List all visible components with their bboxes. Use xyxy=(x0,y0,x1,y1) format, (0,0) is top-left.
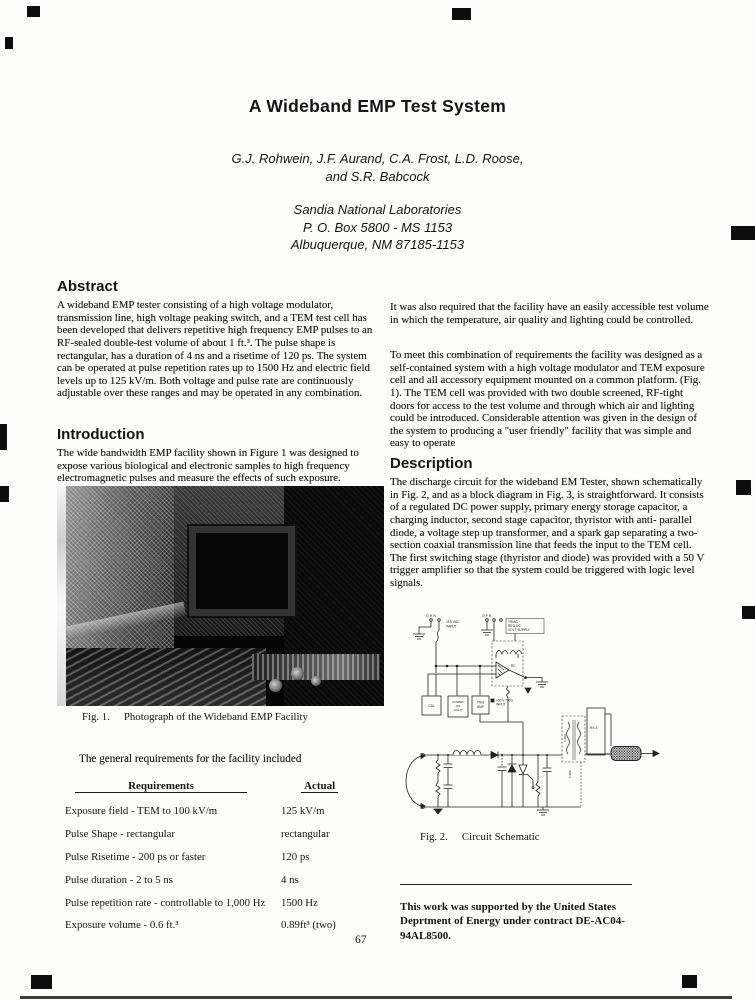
affiliation-line-1: Sandia National Laboratories xyxy=(293,202,462,217)
page-title: A Wideband EMP Test System xyxy=(248,96,507,116)
actual-cell: 125 kV/m xyxy=(281,805,325,817)
scan-artifact xyxy=(742,606,755,619)
schematic-supply-label-3: VOLT SUPPLY xyxy=(508,628,530,632)
scan-artifact xyxy=(5,37,13,49)
schematic-terminals-top-label: O F B xyxy=(482,614,492,618)
schematic-power-label-2: ON xyxy=(455,704,461,708)
actual-cell: 120 ps xyxy=(281,851,310,863)
schematic-vac-input-label: INPUT xyxy=(446,624,457,629)
actual-cell: 0.89ft³ (two) xyxy=(281,919,336,931)
requirements-table xyxy=(57,750,387,940)
schematic-supply-label-1: TRIAC xyxy=(508,620,518,624)
photo-knob xyxy=(291,667,304,680)
figure1-label: Fig. 1. xyxy=(82,711,110,723)
scan-artifact xyxy=(682,975,697,988)
requirement-cell: Pulse Risetime - 200 ps or faster xyxy=(65,851,206,863)
schematic-trig-input-label-1: +50 V TRIG xyxy=(496,698,513,703)
authors-line-1: G.J. Rohwein, J.F. Aurand, C.A. Frost, L.D. Roose, xyxy=(231,151,524,166)
introduction-body: The wide bandwidth EMP facility shown in Figure 1 was designed to expose various biological and electronic samples to high frequency electromagnetic pulses and measure the effects of such exposure. xyxy=(57,447,359,485)
affiliation-line-2: P. O. Box 5800 - MS 1153 xyxy=(302,219,453,235)
schematic-cal-label: CAL xyxy=(428,704,435,708)
requirement-cell: Exposure field - TEM to 100 kV/m xyxy=(65,805,218,817)
description-body: The discharge circuit for the wideband EM Tester, shown schematically in Fig. 2, and as a block diagram in Fig. 3, is straightforward. It consists of a regulated DC power supply, primary energy storage capacitor, a charging inductor, second stage capacitor, thyristor with anti- parallel diode, a voltage step up transformer, and a spark gap separating a two-section coaxial transmission line that feeds the input to the TEM cell. The first switching stage (thyristor and diode) was provided with a 50 V trigger amplifier so that the system could be triggered with logic level signals. xyxy=(390,476,705,590)
affiliation-line-3: Albuquerque, NM 87185-1153 xyxy=(290,237,465,253)
figure2-schematic xyxy=(395,610,707,825)
requirement-cell: Pulse repetition rate - controllable to 1,000 Hz xyxy=(65,897,266,909)
requirement-cell: Pulse Shape - rectangular xyxy=(65,828,176,840)
schematic-supply-label-2: REG DC xyxy=(508,624,521,628)
schematic-vac-label: 115 VAC xyxy=(446,620,460,624)
figure2-caption-text: Circuit Schematic xyxy=(461,831,540,843)
figure1-caption xyxy=(82,711,308,723)
page-number: 67 xyxy=(355,934,367,946)
schematic-terminals-left-label: G H N xyxy=(426,614,436,618)
schematic-trig-input-label-2: INPUT xyxy=(496,702,506,707)
requirement-cell: Pulse duration - 2 to 5 ns xyxy=(65,874,173,886)
figure2-label: Fig. 2. xyxy=(420,831,448,843)
schematic-value-label-2: 0.650 xyxy=(568,770,572,778)
actual-cell: 1500 Hz xyxy=(281,897,318,909)
footnote-rule xyxy=(400,884,632,885)
photo-tem-cell-opening xyxy=(189,526,295,616)
photo-floor xyxy=(66,648,266,706)
schematic-value-label-1: 0.689 xyxy=(563,734,567,742)
scan-artifact xyxy=(0,424,7,450)
scan-artifact xyxy=(736,480,751,495)
figure2-caption xyxy=(420,831,540,843)
schematic-trig-label-2: AMP xyxy=(477,705,484,709)
table-col2-header: Actual xyxy=(301,780,338,793)
authors-line-2: and S.R. Babcock xyxy=(325,168,430,184)
introduction-heading: Introduction xyxy=(57,426,145,443)
right-paragraph-2: To meet this combination of requirements the facility was designed as a self-contained system with a high voltage modulator and TEM exposure cell and all accessory equipment mounted on a common platform. (Fig. 1). The TEM cell was provided with two double screened, RF-tight doors for access to the test volume and through which air and lighting could be introduced. Considerable attention was given in the design of the system to producing a "user friendly" facility that was simple and easy to operate xyxy=(390,349,705,450)
schematic-power-label-3: LIGHT xyxy=(453,708,463,712)
scan-artifact xyxy=(27,6,40,17)
figure1-caption-text: Photograph of the Wideband EMP Facility xyxy=(123,711,308,723)
photo-knob xyxy=(269,679,282,692)
table-intro: The general requirements for the facility included xyxy=(79,753,302,765)
schematic-rx1-label: RX-1 xyxy=(590,726,598,730)
table-col1-header: Requirements xyxy=(75,780,247,793)
scan-artifact xyxy=(452,8,471,20)
abstract-heading: Abstract xyxy=(57,278,118,295)
scan-artifact xyxy=(20,996,732,999)
photo-knob xyxy=(311,676,321,686)
actual-cell: 4 ns xyxy=(281,874,299,886)
scan-artifact xyxy=(31,975,52,989)
abstract-body: A wideband EMP tester consisting of a high voltage modulator, transmission line, high voltage peaking switch, and a TEM test cell has been developed that delivers repetitive high frequency EMP pulses to an RF-sealed double-test volume of about 1 ft.³. The pulse shape is rectangular, has a duration of 4 ns and a risetime of 120 ps. The system can be operated at pulse repetition rates up to 1500 Hz and electric field levels up to 125 kV/m. Both voltage and pulse rate are continuously adjustable over these ranges and may be operated in any combination. xyxy=(57,299,373,400)
authors xyxy=(0,150,755,185)
figure1-photo xyxy=(57,486,384,706)
actual-cell: rectangular xyxy=(281,828,330,840)
schematic-opamp-label: RC xyxy=(511,664,516,668)
affiliation xyxy=(0,201,755,254)
description-heading: Description xyxy=(390,455,473,472)
schematic-trig-label-1: TRIG xyxy=(476,700,485,705)
schematic-power-label-1: POWER xyxy=(452,700,464,704)
photo-bright-strip xyxy=(57,486,66,706)
scan-artifact xyxy=(0,486,9,502)
scan-artifact xyxy=(731,226,755,240)
requirement-cell: Exposure volume - 0.6 ft.³ xyxy=(65,919,179,931)
acknowledgment: This work was supported by the United States Deprtment of Energy under contract DE-AC04-94AL8500. xyxy=(400,901,625,942)
right-paragraph-1: It was also required that the facility have an easily accessible test volume in which the temperature, air quality and lighting could be controlled. xyxy=(390,301,709,326)
